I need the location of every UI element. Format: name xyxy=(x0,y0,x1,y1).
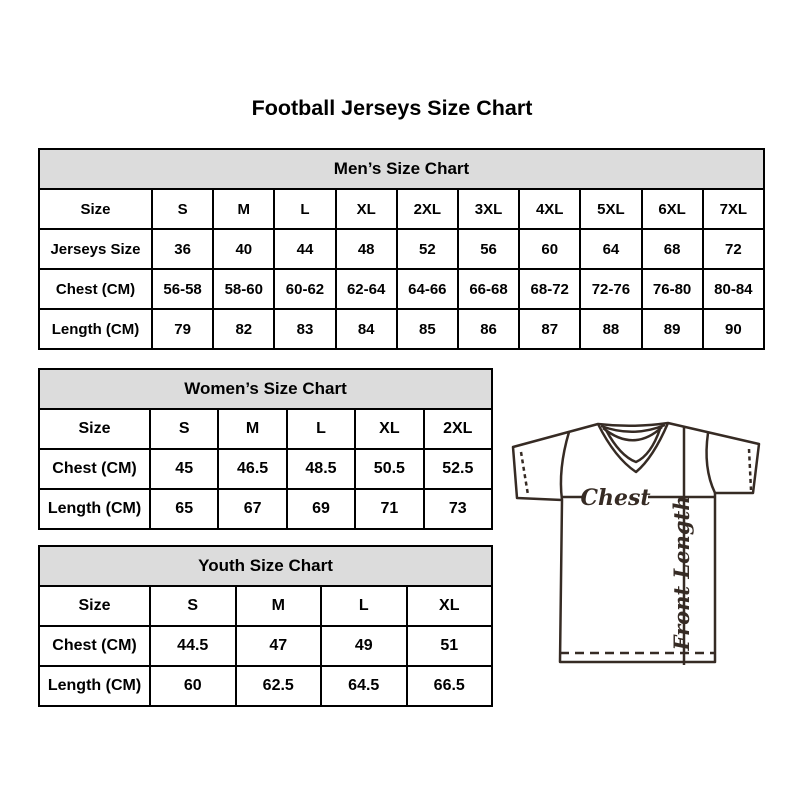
page-title: Football Jerseys Size Chart xyxy=(251,96,533,120)
women-value-cell: 65 xyxy=(150,489,218,529)
men-value-cell: 44 xyxy=(274,229,335,269)
men-value-cell: 62-64 xyxy=(336,269,397,309)
youth-value-cell: M xyxy=(236,586,322,626)
women-value-cell: 67 xyxy=(218,489,286,529)
men-value-cell: 3XL xyxy=(458,189,519,229)
women-value-cell: 71 xyxy=(355,489,423,529)
men-value-cell: 5XL xyxy=(580,189,641,229)
men-value-cell: 72-76 xyxy=(580,269,641,309)
men-row-label: Chest (CM) xyxy=(39,269,152,309)
youth-row-label: Chest (CM) xyxy=(39,626,150,666)
men-table-title: Men’s Size Chart xyxy=(39,149,764,189)
men-value-cell: 85 xyxy=(397,309,458,349)
women-table-title: Women’s Size Chart xyxy=(39,369,492,409)
men-value-cell: 52 xyxy=(397,229,458,269)
youth-value-cell: 49 xyxy=(321,626,407,666)
mens-size-table xyxy=(38,148,765,350)
men-value-cell: 4XL xyxy=(519,189,580,229)
women-value-cell: 73 xyxy=(424,489,492,529)
youth-row-label: Size xyxy=(39,586,150,626)
men-value-cell: 86 xyxy=(458,309,519,349)
youth-value-cell: 64.5 xyxy=(321,666,407,706)
men-value-cell: 56-58 xyxy=(152,269,213,309)
youth-value-cell: L xyxy=(321,586,407,626)
women-value-cell: 52.5 xyxy=(424,449,492,489)
men-value-cell: L xyxy=(274,189,335,229)
men-value-cell: 80-84 xyxy=(703,269,764,309)
women-row-label: Size xyxy=(39,409,150,449)
youth-value-cell: XL xyxy=(407,586,493,626)
front-length-label: Front Length xyxy=(669,495,694,651)
women-row-label: Chest (CM) xyxy=(39,449,150,489)
men-value-cell: 64 xyxy=(580,229,641,269)
men-value-cell: 58-60 xyxy=(213,269,274,309)
women-value-cell: M xyxy=(218,409,286,449)
chest-label: Chest xyxy=(580,485,651,511)
women-value-cell: 2XL xyxy=(424,409,492,449)
men-value-cell: 66-68 xyxy=(458,269,519,309)
men-value-cell: XL xyxy=(336,189,397,229)
youth-value-cell: 47 xyxy=(236,626,322,666)
women-value-cell: 45 xyxy=(150,449,218,489)
men-value-cell: 48 xyxy=(336,229,397,269)
women-value-cell: 48.5 xyxy=(287,449,355,489)
men-value-cell: 79 xyxy=(152,309,213,349)
youth-table-title: Youth Size Chart xyxy=(39,546,492,586)
womens-size-table xyxy=(38,368,493,530)
men-value-cell: S xyxy=(152,189,213,229)
men-value-cell: 60 xyxy=(519,229,580,269)
youth-value-cell: 44.5 xyxy=(150,626,236,666)
men-value-cell: 83 xyxy=(274,309,335,349)
men-value-cell: 7XL xyxy=(703,189,764,229)
men-value-cell: 82 xyxy=(213,309,274,349)
men-value-cell: 2XL xyxy=(397,189,458,229)
women-value-cell: 50.5 xyxy=(355,449,423,489)
men-value-cell: 64-66 xyxy=(397,269,458,309)
men-value-cell: 72 xyxy=(703,229,764,269)
men-value-cell: 76-80 xyxy=(642,269,703,309)
women-value-cell: 46.5 xyxy=(218,449,286,489)
women-value-cell: XL xyxy=(355,409,423,449)
women-value-cell: 69 xyxy=(287,489,355,529)
youth-value-cell: 60 xyxy=(150,666,236,706)
jersey-outline xyxy=(513,423,759,662)
women-value-cell: S xyxy=(150,409,218,449)
men-value-cell: 90 xyxy=(703,309,764,349)
jersey-measurement-diagram-icon xyxy=(505,413,775,669)
men-value-cell: 56 xyxy=(458,229,519,269)
men-value-cell: 88 xyxy=(580,309,641,349)
men-value-cell: 87 xyxy=(519,309,580,349)
youth-value-cell: 51 xyxy=(407,626,493,666)
men-value-cell: 40 xyxy=(213,229,274,269)
men-value-cell: M xyxy=(213,189,274,229)
men-value-cell: 89 xyxy=(642,309,703,349)
men-value-cell: 68 xyxy=(642,229,703,269)
men-row-label: Length (CM) xyxy=(39,309,152,349)
youth-row-label: Length (CM) xyxy=(39,666,150,706)
men-value-cell: 6XL xyxy=(642,189,703,229)
youth-size-table xyxy=(38,545,493,707)
men-value-cell: 68-72 xyxy=(519,269,580,309)
youth-value-cell: S xyxy=(150,586,236,626)
men-value-cell: 36 xyxy=(152,229,213,269)
youth-value-cell: 66.5 xyxy=(407,666,493,706)
men-row-label: Jerseys Size xyxy=(39,229,152,269)
women-value-cell: L xyxy=(287,409,355,449)
women-row-label: Length (CM) xyxy=(39,489,150,529)
men-row-label: Size xyxy=(39,189,152,229)
men-value-cell: 84 xyxy=(336,309,397,349)
youth-value-cell: 62.5 xyxy=(236,666,322,706)
men-value-cell: 60-62 xyxy=(274,269,335,309)
